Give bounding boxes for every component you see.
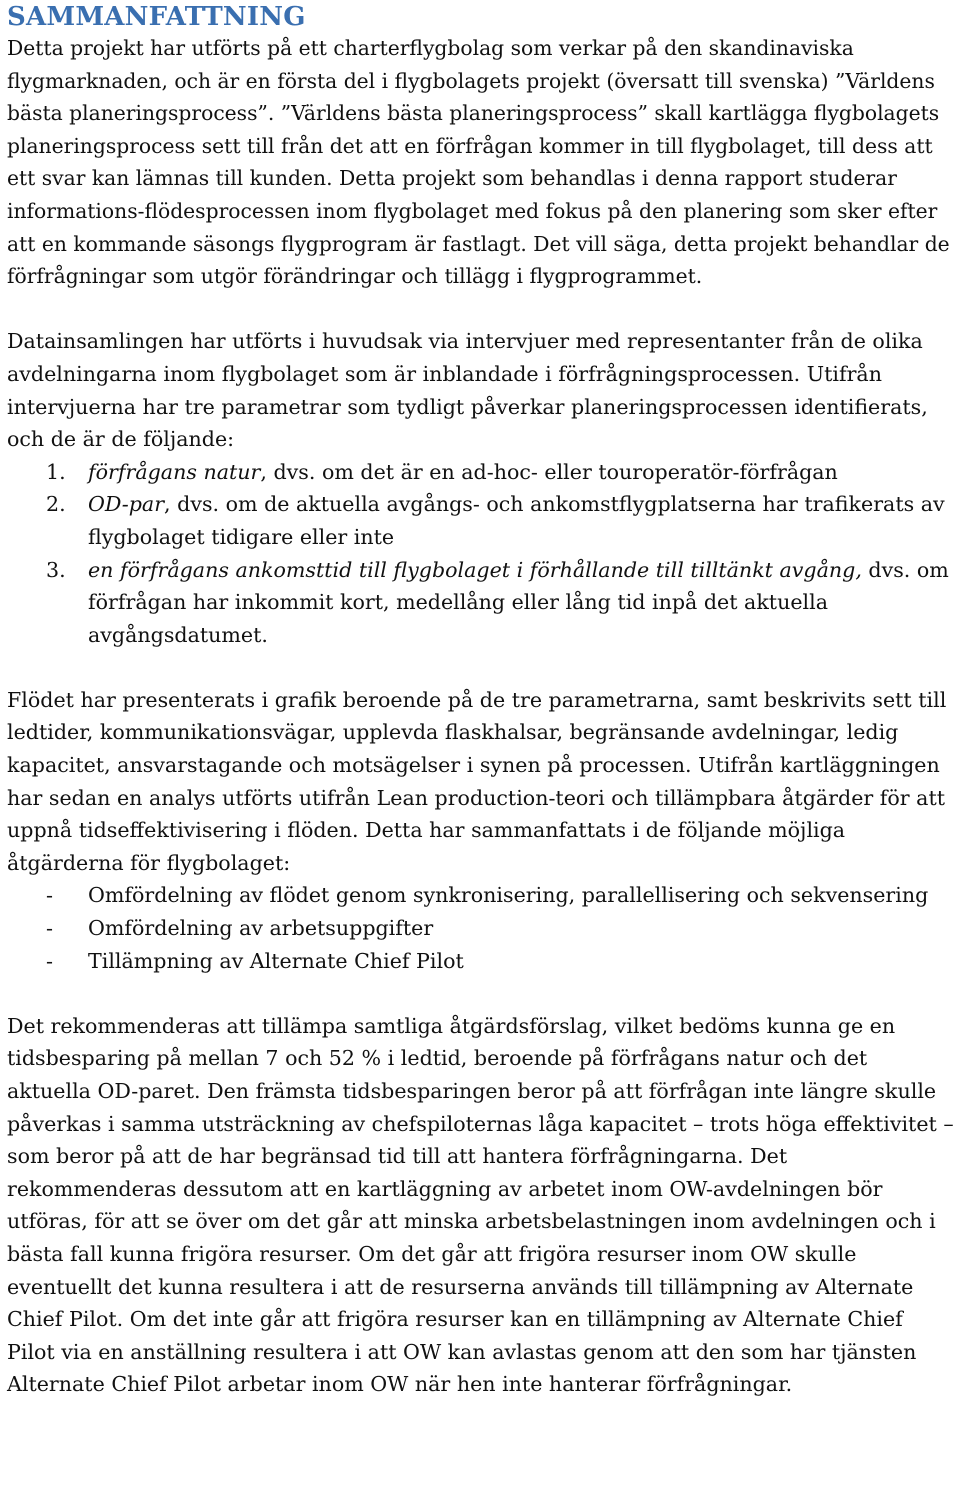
parameter-description: dvs. om förfrågan har inkommit kort, medellång eller lång tid inpå det aktuella avgångsdatumet.	[88, 557, 949, 647]
list-dash: -	[46, 948, 53, 973]
paragraph-spacer	[7, 977, 957, 1010]
parameter-item	[7, 488, 957, 553]
parameter-item	[7, 554, 957, 652]
parameter-list	[7, 456, 957, 652]
flow-paragraph: Flödet har presenterats i grafik beroende på de tre parametrarna, samt beskrivits sett till ledtider, kommunikationsvägar, upplevda flaskhalsar, begränsande avdelningar, ledig kapacitet, ansvarstagande och motsägelser i synen på processen. Utifrån kartläggningen har sedan en analys utförts utifrån Lean production-teori och tillämpbara åtgärder för att uppnå tidseffektivisering i flöden. Detta har sammanfattats i de följande möjliga åtgärderna för flygbolaget:	[7, 687, 947, 875]
measure-text: Tillämpning av Alternate Chief Pilot	[88, 948, 464, 973]
measure-item	[7, 912, 957, 945]
parameter-term: en förfrågans ankomsttid till flygbolaget i förhållande till tilltänkt avgång,	[88, 557, 862, 582]
measure-item	[7, 945, 957, 978]
paragraph-spacer	[7, 293, 957, 326]
recommendation-paragraph: Det rekommenderas att tillämpa samtliga åtgärdsförslag, vilket bedöms kunna ge en tidsbesparing på mellan 7 och 52 % i ledtid, beroende på förfrågans natur och det aktuella OD-paret. Den främsta tidsbesparingen beror på att förfrågan inte längre skulle påverkas i samma utsträckning av chefspiloternas låga kapacitet – trots höga effektivitet – som beror på att de har begränsad tid till att hantera förfrågningarna. Det rekommenderas dessutom att en kartläggning av arbetet inom OW-avdelningen bör utföras, för att se över om det går att minska arbetsbelastningen inom avdelningen och i bästa fall kunna frigöra resurser. Om det går att frigöra resurser inom OW skulle eventuellt det kunna resultera i att de resurserna används till tillämpning av Alternate Chief Pilot. Om det inte går att frigöra resurser kan en tillämpning av Alternate Chief Pilot via en anställning resultera i att OW kan avlastas genom att den som har tjänsten Alternate Chief Pilot arbetar inom OW när hen inte hanterar förfrågningar.	[7, 1013, 954, 1397]
list-number: 2.	[46, 492, 66, 517]
parameter-item	[7, 456, 957, 489]
paragraph-spacer	[7, 651, 957, 684]
parameter-description: , dvs. om de aktuella avgångs- och ankomstflygplatserna har trafikerats av flygbolaget tidigare eller inte	[88, 492, 945, 549]
measures-list	[7, 879, 957, 977]
intro-paragraph: Detta projekt har utförts på ett charterflygbolag som verkar på den skandinaviska flygmarknaden, och är en första del i flygbolagets projekt (översatt till svenska) ”Världens bästa planeringsprocess”. ”Världens bästa planeringsprocess” skall kartlägga flygbolagets planeringsprocess sett till från det att en förfrågan kommer in till flygbolaget, till dess att ett svar kan lämnas till kunden. Detta projekt som behandlas i denna rapport studerar informations-flödesprocessen inom flygbolaget med fokus på den planering som sker efter att en kommande säsongs flygprogram är fastlagt. Det vill säga, detta projekt behandlar de förfrågningar som utgör förändringar och tillägg i flygprogrammet.	[7, 36, 950, 289]
data-collection-paragraph: Datainsamlingen har utförts i huvudsak via intervjuer med representanter från de olika avdelningarna inom flygbolaget som är inblandade i förfrågningsprocessen. Utifrån intervjuerna har tre parametrar som tydligt påverkar planeringsprocessen identifierats, och de är de följande:	[7, 329, 928, 452]
measure-item	[7, 879, 957, 912]
measure-text: Omfördelning av flödet genom synkronisering, parallellisering och sekvensering	[88, 883, 929, 908]
parameter-term: förfrågans natur	[88, 459, 261, 484]
list-dash: -	[46, 916, 53, 941]
measure-text: Omfördelning av arbetsuppgifter	[88, 916, 434, 941]
parameter-description: , dvs. om det är en ad-hoc- eller touroperatör-förfrågan	[260, 459, 838, 484]
section-heading: SAMMANFATTNING	[7, 2, 306, 32]
list-dash: -	[46, 883, 53, 908]
list-number: 3.	[46, 557, 66, 582]
list-number: 1.	[46, 459, 66, 484]
parameter-term: OD-par	[88, 492, 165, 517]
document-page	[7, 0, 957, 1401]
